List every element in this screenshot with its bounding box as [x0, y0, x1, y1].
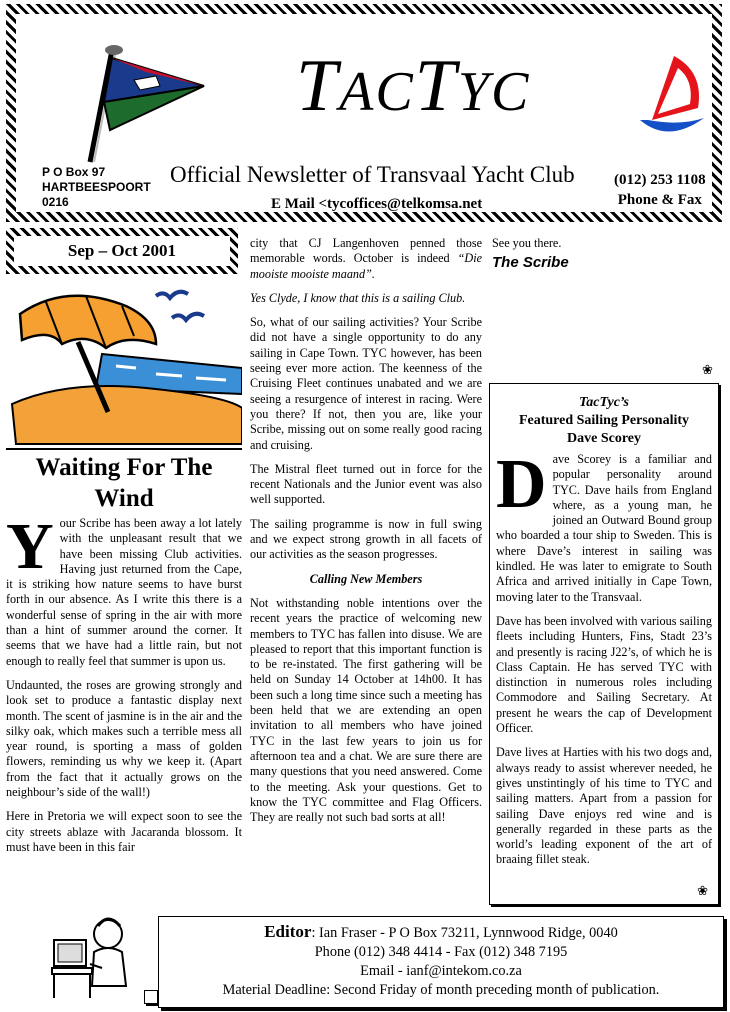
article-paragraph: The Mistral fleet turned out in force for the recent Nationals and the Junior event was also well supported. — [250, 461, 482, 507]
article-column-1 — [6, 510, 242, 864]
editor-at-computer-clipart — [50, 908, 136, 1002]
newsletter-subtitle: Official Newsletter of Transvaal Yacht Club — [170, 162, 575, 187]
sailboat-logo — [638, 46, 708, 136]
article-column-3 — [492, 236, 720, 280]
featured-personality-box — [489, 383, 719, 905]
issue-date: Sep – Oct 2001 — [14, 236, 230, 266]
article-paragraph: our Scribe has been away a lot lately with the unpleasant result that we have been missing Club activities. Having just returned from the Cape, it is striking how nature seems to have burst forth in our absence. As I write this there is a wonderful sense of spring in the air with more than a hint of summer around the corner. It seems that we have had a little rain, but not enough to really feel that summer is upon us. — [6, 516, 242, 668]
article-paragraph: Yes Clyde, I know that this is a sailing Club. — [250, 290, 466, 305]
issue-date-frame — [6, 228, 238, 274]
masthead — [16, 14, 712, 212]
personality-heading: TacTyc’s Featured Sailing Personality Dave Scorey — [518, 395, 690, 446]
article-paragraph: Not withstanding noble intentions over the recent years the practice of welcoming new members to TYC has fallen into disuse. We are pleased to report that this important function is to be re-instated. The first gathering will be held on Sunday 14 October at 14h00. It has been such a long time since such a meeting has been held that we are extending an open invitation to all members who have joined TYC in the last few years to join us for afternoon tea and a chat. We are sure there are many questions that you need answered. Come to the meeting. Ask your questions. Get to know the TYC committee and Flag Officers. They are really not such bad sorts at all! — [250, 595, 482, 825]
editor-line: Editor: Ian Fraser - P O Box 73211, Lynnwood Ridge, 0040 — [264, 922, 618, 941]
corner-square — [144, 990, 158, 1004]
flower-ornament-icon: ❀ — [702, 362, 713, 377]
article-dropcap: Y — [6, 510, 54, 583]
article-paragraph: city that CJ Langenhoven penned those memorable words. October is indeed “Die mooiste mooiste maand”. — [250, 236, 482, 281]
club-address: P O Box 97 HARTBEESPOORT 0216 — [42, 165, 151, 209]
article-paragraph: So, what of our sailing activities? Your Scribe did not have a single opportunity to do any sailing in Cape Town. TYC however, has been seeing ever more action. The keenness of the Cruising Fleet continues unabated and we are seeing a resurgence of interest in racing. Were you there? If not, then you are, like your Scribe, missing out on some really good racing and cruising. — [250, 315, 482, 452]
article-signoff: See you there. — [492, 236, 562, 250]
personality-paragraph: Dave has been involved with various sailing fleets including Hunters, Fins, Stadt 23’s and presently is racing J22’s, of which he is Class Captain. He has served TYC with distinction in numerous roles including Commodore and Sailing Secretary. At present he wears the cap of Development Officer. — [496, 613, 712, 736]
editor-email: Email - ianf@intekom.co.za — [360, 963, 522, 979]
club-burgee-logo — [76, 42, 206, 164]
club-email: E Mail <tycoffices@telkomsa.net — [271, 196, 483, 212]
flower-ornament-icon: ❀ — [697, 882, 708, 898]
masthead-frame — [6, 4, 722, 222]
article-column-2 — [250, 236, 482, 834]
article-paragraph: The sailing programme is now in full swing and we expect strong growth in all facets of our activities as the season progresses. — [250, 516, 482, 562]
article-paragraph: Here in Pretoria we will expect soon to see the city streets ablaze with Jacaranda blossom. It must have been in this fair — [6, 809, 242, 854]
personality-dropcap: D — [496, 446, 547, 523]
newsletter-title: TACTYC — [296, 45, 531, 127]
editor-contact-box — [158, 916, 724, 1008]
members-heading: Calling New Members — [309, 571, 423, 586]
article-signature: The Scribe — [492, 254, 569, 272]
article-paragraph: Undaunted, the roses are growing strongly and look set to produce a fantastic display next month. The scent of jasmine is in the air and the silky oak, which makes such a terrible mess all year round, is sporting a mass of golden flowers, reminding us why we keep it. (Apart from the fact that it actually grows on the neighbour’s side of the wall!) — [6, 677, 242, 800]
beach-umbrella-clipart — [6, 284, 242, 448]
personality-paragraph: Dave lives at Harties with his two dogs and, always ready to assist wherever needed, he gives unstintingly of his time to TYC and sailing matters. Apart from a passion for sailing Dave enjoys red wine and is generally regarded in these parts as the world’s leading exponent of the art of braaing fillet steak. — [496, 745, 712, 867]
personality-paragraph: ave Scorey is a familiar and popular personality around TYC. Dave hails from England where, as a young man, he joined an Outward Bound group who boarded a tour ship to Sweden. This is where Dave’s interest in sailing was kindled. He was later to emigrate to South Africa and arrived initially in Cape Town, moving later to the Transvaal. — [496, 452, 712, 604]
material-deadline: Material Deadline: Second Friday of month preceding month of publication. — [222, 982, 660, 998]
club-phone: (012) 253 1108 Phone & Fax — [614, 172, 706, 208]
article-headline: Waiting For The Wind — [6, 452, 242, 516]
editor-phone: Phone (012) 348 4414 - Fax (012) 348 7195 — [314, 944, 568, 960]
